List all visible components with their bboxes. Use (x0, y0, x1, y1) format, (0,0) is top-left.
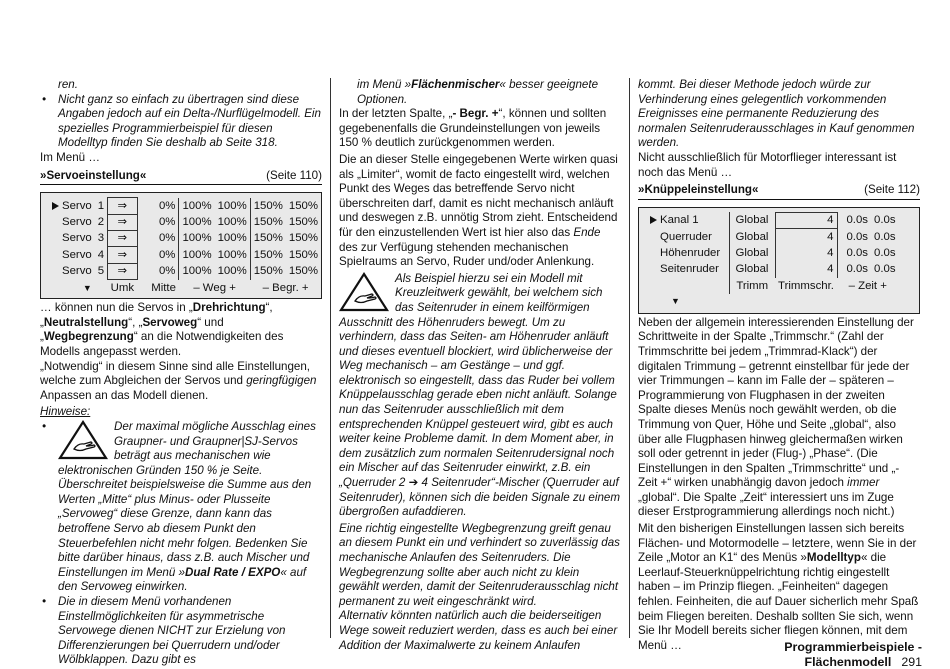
stick-cell: 4 (775, 261, 837, 277)
paragraph: Im Menü … (40, 150, 100, 164)
stick-table (647, 212, 899, 294)
section-title: »Servoeinstellung« (40, 168, 147, 182)
servo-cell: 150% (250, 198, 286, 214)
paragraph: ren. (58, 78, 78, 91)
paragraph: In der letzten Spalte, „- Begr. +“, können und sollten gegebenenfalls die Grundeinstellungen von jeweils 150 % deutlich zurückgenommen werden. (339, 107, 607, 150)
servo-cell: 0% (137, 198, 179, 214)
stick-cell: 4 (775, 212, 837, 228)
servo-row (49, 247, 321, 263)
stick-footer-row (647, 278, 899, 294)
paragraph: Neben der allgemein interessierenden Einstellung der Schrittweite in der Spalte „Trimmschr.“ (Zahl der Trimmschritte bei jedem „Trimmrad-Klack“) der digitalen Trimmung – getrennt einstellbar für jede der vier Trimmungen – kann im Falle der – späteren – Programmierung von Flugphasen in der zweiten Spalte dieses Menüs noch gewählt werden, ob die Trimmung von Quer, Höhe und Seite „global“, also über alle Flugphasen hinweg gleichermaßen wirken soll oder getrennt in jeder (Flug-) „Phase“. (Die Einstellungen in den Spalten „Trimmschritte“ und „- Zeit +“ wirken unabhängig davon jedoch immer „global“. Die Spalte „Zeit“ interessiert uns im Zuge dieser Erstprogrammierung allerdings noch nicht.) (638, 315, 914, 519)
stick-cell: 0.0s (874, 263, 896, 276)
servo-cell: ⇒ (108, 247, 137, 263)
servo-cell: 150% (288, 199, 318, 212)
stick-cell: 0.0s (874, 230, 896, 243)
stick-cell: Seitenruder (660, 263, 719, 276)
servo-row (49, 263, 321, 279)
paragraph: Alternativ könnten natürlich auch die beiderseitigen Wege soweit reduziert werden, dass es auch bei einer Addition der Maximalwerte zu keinem Anlaufen (339, 609, 618, 652)
warning-hand-icon (339, 272, 389, 312)
servo-cell: Servo (62, 265, 92, 278)
footer-title: Programmierbeispiele - Flächenmodell (784, 640, 922, 669)
section-page-ref: (Seite 110) (266, 168, 322, 182)
stick-cell: Global (729, 229, 775, 245)
servo-cell: Servo (62, 215, 92, 228)
stick-row (647, 261, 899, 277)
column-2 (339, 78, 621, 653)
paragraph: im Menü »Flächenmischer« besser geeignete Optionen. (357, 78, 599, 106)
servo-settings-screen (40, 192, 322, 299)
paragraph: Eine richtig eingestellte Wegbegrenzung greift genau an diesem Punkt ein und verhindert so zuverlässig das mechanische Anlaufen des Seitenruders. Die Wegbegrenzung sollte aber auch nicht zu klein gewählt werden, damit der Seitenruderausschlag nicht permanent zu weit eingeschränkt wird. (339, 521, 620, 608)
cursor-arrow-icon (52, 202, 59, 210)
stick-cell: 0.0s (837, 245, 871, 261)
note-block: • Der maximal mögliche Ausschlag eines Graupner- und Graupner|SJ-Servos beträgt aus mechanischen wie elektronischen Gründen 150 % je Seite. Überschreitet beispielsweise die Summe aus den Werten „Mitte“ plus Minus- oder Plusseite „Servoweg“ diese Grenze, dann kann das betroffene Servo ab diesem Punkt den Steuerbefehlen nicht mehr folgen. Bedenken Sie bitte darüber hinaus, dass z.B. auch Mischer und Einstellungen im Menü »Dual Rate / EXPO« auf den Servoweg einwirken. (40, 420, 322, 595)
servo-row (49, 214, 321, 230)
servo-cell: 0% (137, 263, 179, 279)
bullet-item: • Die in diesem Menü vorhandenen Einstellmöglichkeiten für asymmetrische Servowege dienen NICHT zur Erzielung von Differenzierungen bei Querrudern und/oder Wölbklappen. Dazu gibt es (40, 595, 322, 668)
servo-cell: ⇒ (108, 230, 137, 246)
servo-footer-row: ▼ Umk Mitte – Weg + – Begr. + (49, 280, 321, 296)
notes-heading: Hinweise: (40, 405, 91, 419)
servo-cell: 100% (179, 214, 215, 230)
servo-cell: 5 (97, 265, 105, 278)
section-heading-servo (40, 169, 322, 186)
column-divider (330, 78, 331, 638)
servo-cell: 100% (179, 263, 215, 279)
servo-cell: 100% (217, 248, 247, 261)
bullet-item: • Nicht ganz so einfach zu übertragen sind diese Angaben jedoch auf ein Delta-/Nurflügelmodell. Ein spezielles Programmierbeispiel für diesen Modelltyp finden Sie deshalb ab Seite 318. (40, 93, 322, 151)
servo-cell: 100% (179, 247, 215, 263)
scroll-down-icon: ▼ (671, 296, 680, 307)
footer-label: – Weg + (193, 281, 236, 294)
stick-cell: Global (729, 261, 775, 277)
footer-label: Mitte (151, 281, 176, 294)
servo-cell: Servo (62, 232, 92, 245)
stick-cell: Global (729, 212, 775, 228)
servo-cell: Servo (62, 248, 92, 261)
servo-cell: 100% (217, 265, 247, 278)
servo-row (49, 198, 321, 214)
page-footer (672, 640, 922, 669)
section-heading-stick (638, 183, 920, 200)
servo-cell: 3 (97, 232, 105, 245)
servo-cell: 2 (97, 215, 105, 228)
stick-cell: 0.0s (837, 229, 871, 245)
stick-cell: Kanal 1 (647, 212, 729, 228)
stick-cell: 0.0s (874, 214, 896, 227)
servo-cell: 100% (217, 199, 247, 212)
paragraph: Mit den bisherigen Einstellungen lassen sich bereits Flächen- und Motormodelle – letztere, wenn Sie in der Zeile „Motor an K1“ des Menüs »Modelltyp« die Leerlauf-Steuerknüppelrichtung richtig eingestellt haben – im Prinzip fliegen. „Feinheiten“ dagegen fehlen. Feinheiten, die auf Dauer sicherlich mehr Spaß beim Fliegen bereiten. Deshalb sollten Sie sich, wenn Sie Ihr Modell bereits sicher fliegen können, mit dem Menü … (638, 522, 919, 652)
paragraph: kommt. Bei dieser Methode jedoch würde zur Verhinderung eines gelegentlich vorkommenden Ereignisses eine permanente Reduzierung des normalen Seitenruderausschlages in Kauf genommen werden. (638, 78, 915, 150)
servo-cell: 150% (250, 214, 286, 230)
servo-cell: 100% (179, 198, 215, 214)
stick-row (647, 245, 899, 261)
servo-cell: Servo (49, 198, 95, 214)
servo-cell: 150% (288, 232, 318, 245)
stick-cell: Höhenruder (660, 246, 721, 259)
servo-cell: 100% (179, 230, 215, 246)
servo-cell: 150% (288, 265, 318, 278)
footer-label: Trimm (729, 278, 775, 294)
warning-hand-icon (58, 420, 108, 460)
stick-cell: 0.0s (874, 246, 896, 259)
stick-settings-screen (638, 207, 920, 314)
paragraph: „Notwendig“ in diesem Sinne sind alle Einstellungen, welche zum Abgleichen der Servos und geringfügigen Anpassen an das Modell dienen. (40, 359, 317, 402)
servo-table (49, 197, 321, 296)
column-divider (629, 78, 630, 638)
servo-cell: 150% (250, 263, 286, 279)
stick-cell: 0.0s (837, 212, 871, 228)
servo-cell: 150% (250, 230, 286, 246)
footer-label: – Zeit + (848, 279, 887, 292)
footer-label: – Begr. + (262, 281, 309, 294)
servo-cell: ⇒ (108, 198, 137, 214)
paragraph: Nicht ausschließlich für Motorflieger interessant ist noch das Menü … (638, 150, 897, 179)
scroll-down-icon: ▼ (82, 282, 92, 293)
page-number: 291 (901, 654, 922, 669)
stick-row (647, 212, 899, 228)
servo-cell: 150% (250, 247, 286, 263)
servo-cell: ⇒ (108, 263, 137, 279)
stick-row (647, 229, 899, 245)
servo-cell: 0% (137, 214, 179, 230)
column-3 (638, 78, 920, 653)
column-1 (40, 78, 322, 668)
servo-cell: 150% (288, 215, 318, 228)
servo-cell: 0% (137, 230, 179, 246)
section-title: »Knüppeleinstellung« (638, 183, 759, 197)
servo-cell: 0% (137, 247, 179, 263)
servo-row (49, 230, 321, 246)
stick-cell: Global (729, 245, 775, 261)
note-block: Als Beispiel hierzu sei ein Modell mit Kreuzleitwerk gewählt, bei welchem sich das Seitenruder in einem keilförmigen Ausschnitt des Höhenruders bewegt. Um zu verhindern, dass das Seiten- am Höhenruder anläuft und dieses eventuell blockiert, wird üblicherweise der Weg mechanisch – am Gestänge – und ggf. elektronisch so eingestellt, dass das Ruder bei vollem Knüppelausschlag gerade eben nicht anläuft. Solange nun das Seitenruder ausschließlich mit dem entsprechenden Knüppel gesteuert wird, gibt es auch weiter keine Probleme damit. In dem Moment aber, in dem zusätzlich zum normalen Seitenrudersignal noch ein Mischer auf das Seitenruder einwirkt, z.B. ein „Querruder 2 ➔ 4 Seitenruder“-Mischer (Querruder auf Seitenruder), können sich die beiden Signale zu einem übergroßen aufaddieren. (339, 271, 621, 519)
stick-cell: 4 (775, 245, 837, 261)
servo-cell: 150% (288, 248, 318, 261)
servo-cell: 100% (217, 215, 247, 228)
footer-label: Trimmschr. (778, 279, 834, 292)
servo-cell: ⇒ (108, 214, 137, 230)
section-page-ref: (Seite 112) (864, 183, 920, 197)
paragraph: … können nun die Servos in „Drehrichtung“, „Neutralstellung“, „Servoweg“ und „Wegbegrenzung“ an die Notwendigkeiten des Modells angepasst werden. (40, 301, 284, 358)
servo-cell: 100% (217, 232, 247, 245)
servo-cell: 4 (97, 248, 105, 261)
cursor-arrow-icon (650, 216, 657, 224)
stick-cell: Querruder (660, 230, 712, 243)
paragraph: Die an dieser Stelle eingegebenen Werte wirken quasi als „Limiter“, womit de facto eingestellt wird, welchen Punkt des Weges das betreffende Servo nicht überschreiten darf, damit es nicht mechanisch anläuft und deswegen z.B. unnötig Strom zieht. Entscheidend für den einzustellenden Wert ist hier also das Ende des zur Verfügung stehenden mechanischen Spielraums an Servo, Ruder und/oder Anlenkung. (339, 152, 618, 269)
stick-cell: 4 (775, 229, 837, 245)
servo-cell: 1 (97, 199, 105, 212)
stick-cell: 0.0s (837, 261, 871, 277)
